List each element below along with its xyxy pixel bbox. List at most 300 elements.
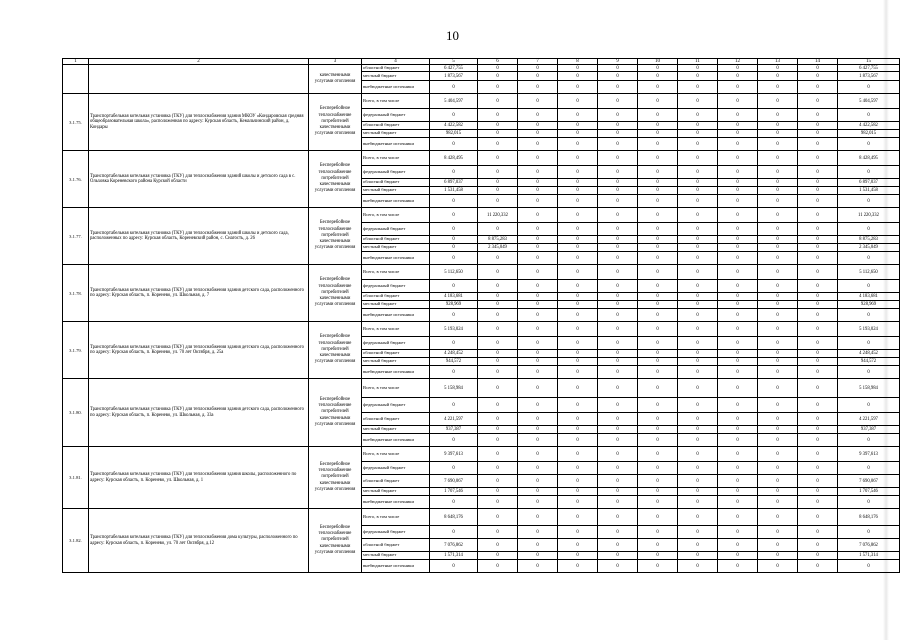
expected-result: Бесперебойное теплоснабжение потребителей качественными услугами отопления <box>309 151 362 208</box>
amount-cell: 0 <box>518 109 558 122</box>
amount-cell: 0 <box>798 65 838 72</box>
amount-cell: 0 <box>798 496 838 509</box>
amount-cell: 0 <box>678 109 718 122</box>
amount-cell: 937,387 <box>838 426 900 434</box>
table-row <box>63 208 900 223</box>
amount-cell: 0 <box>430 462 478 475</box>
amount-cell: 0 <box>558 122 598 130</box>
amount-cell: 0 <box>638 560 678 573</box>
amount-cell: 0 <box>758 72 798 81</box>
amount-cell: 0 <box>558 166 598 179</box>
amount-cell: 5 193,024 <box>430 322 478 337</box>
amount-cell: 0 <box>430 398 478 413</box>
amount-cell: 0 <box>598 122 638 130</box>
amount-cell: 0 <box>430 366 478 379</box>
amount-cell: 0 <box>718 122 758 130</box>
funding-source: федеральный бюджет <box>362 109 430 122</box>
funding-source: Всего, в том числе <box>362 447 430 462</box>
funding-source: федеральный бюджет <box>362 223 430 236</box>
amount-cell: 0 <box>718 130 758 138</box>
amount-cell: 0 <box>598 208 638 223</box>
amount-cell: 0 <box>430 109 478 122</box>
amount-cell: 0 <box>638 539 678 552</box>
amount-cell: 0 <box>718 179 758 187</box>
amount-cell: 0 <box>798 293 838 301</box>
row-number: 3.1.75. <box>63 94 89 151</box>
amount-cell: 0 <box>758 151 798 166</box>
amount-cell: 0 <box>638 265 678 280</box>
amount-cell: 0 <box>558 379 598 398</box>
object-description: Транспортабельная котельная установка (ТКУ) для теплоснабжения зданий школы и детского сада, расположенных по адресу: Курская область, Кореневский район, с. Снагость, д. 26 <box>89 208 309 265</box>
amount-cell: 0 <box>598 434 638 447</box>
amount-cell: 0 <box>718 496 758 509</box>
amount-cell: 0 <box>518 426 558 434</box>
amount-cell: 0 <box>558 434 598 447</box>
amount-cell: 1 873,567 <box>838 72 900 81</box>
amount-cell: 0 <box>758 509 798 526</box>
table-row <box>63 322 900 337</box>
amount-cell: 0 <box>598 94 638 109</box>
amount-cell: 0 <box>718 379 758 398</box>
amount-cell: 0 <box>838 138 900 151</box>
amount-cell: 982,015 <box>838 130 900 138</box>
amount-cell: 0 <box>558 151 598 166</box>
amount-cell: 0 <box>478 195 518 208</box>
amount-cell: 0 <box>718 413 758 426</box>
amount-cell: 0 <box>638 236 678 244</box>
funding-source: местный бюджет <box>362 358 430 366</box>
amount-cell: 0 <box>558 322 598 337</box>
amount-cell: 0 <box>598 462 638 475</box>
amount-cell: 0 <box>598 166 638 179</box>
amount-cell: 0 <box>678 447 718 462</box>
amount-cell: 0 <box>798 122 838 130</box>
amount-cell: 0 <box>758 187 798 195</box>
amount-cell: 0 <box>638 475 678 488</box>
amount-cell: 0 <box>558 398 598 413</box>
amount-cell: 0 <box>798 236 838 244</box>
amount-cell: 0 <box>798 322 838 337</box>
amount-cell: 0 <box>838 81 900 94</box>
amount-cell: 0 <box>758 265 798 280</box>
amount-cell: 0 <box>678 434 718 447</box>
amount-cell: 0 <box>758 293 798 301</box>
amount-cell: 0 <box>678 130 718 138</box>
amount-cell: 0 <box>798 509 838 526</box>
amount-cell: 0 <box>478 72 518 81</box>
amount-cell: 0 <box>798 280 838 293</box>
funding-source: Всего, в том числе <box>362 379 430 398</box>
amount-cell: 0 <box>798 81 838 94</box>
amount-cell: 0 <box>718 195 758 208</box>
amount-cell: 0 <box>478 301 518 309</box>
table-row <box>63 65 900 72</box>
amount-cell: 0 <box>758 434 798 447</box>
column-number: 1 <box>63 59 89 65</box>
amount-cell: 0 <box>478 280 518 293</box>
expected-result: Бесперебойное теплоснабжение потребителей качественными услугами отопления <box>309 322 362 379</box>
amount-cell: 0 <box>638 350 678 358</box>
amount-cell: 0 <box>478 293 518 301</box>
amount-cell: 0 <box>430 496 478 509</box>
amount-cell: 0 <box>718 236 758 244</box>
amount-cell: 0 <box>798 539 838 552</box>
amount-cell: 0 <box>598 526 638 539</box>
amount-cell: 0 <box>598 366 638 379</box>
amount-cell: 0 <box>838 280 900 293</box>
amount-cell: 0 <box>638 526 678 539</box>
amount-cell: 0 <box>678 301 718 309</box>
amount-cell: 0 <box>518 166 558 179</box>
object-description: Транспортабельная котельная установка (ТКУ) для теплоснабжения здания детского сада, расположенного по адресу: Курская область, п. Коренево, ул. Школьная, д. 7 <box>89 265 309 322</box>
amount-cell: 0 <box>518 309 558 322</box>
amount-cell: 0 <box>758 496 798 509</box>
amount-cell: 0 <box>798 187 838 195</box>
amount-cell: 0 <box>638 358 678 366</box>
amount-cell: 0 <box>478 322 518 337</box>
amount-cell: 0 <box>678 366 718 379</box>
amount-cell: 0 <box>598 496 638 509</box>
row-number: 3.1.80. <box>63 379 89 447</box>
amount-cell: 0 <box>558 109 598 122</box>
amount-cell: 0 <box>598 509 638 526</box>
amount-cell: 0 <box>598 322 638 337</box>
amount-cell: 0 <box>718 447 758 462</box>
amount-cell: 0 <box>478 252 518 265</box>
amount-cell: 0 <box>758 179 798 187</box>
amount-cell: 0 <box>678 475 718 488</box>
amount-cell: 0 <box>758 280 798 293</box>
amount-cell: 0 <box>758 109 798 122</box>
column-number: 10 <box>638 59 678 65</box>
amount-cell: 0 <box>638 322 678 337</box>
amount-cell: 0 <box>758 122 798 130</box>
amount-cell: 11 220,332 <box>838 208 900 223</box>
amount-cell: 0 <box>798 447 838 462</box>
amount-cell: 0 <box>758 236 798 244</box>
amount-cell: 0 <box>558 496 598 509</box>
amount-cell: 0 <box>430 208 478 223</box>
amount-cell: 0 <box>758 552 798 560</box>
amount-cell: 0 <box>558 526 598 539</box>
expected-result: Бесперебойное теплоснабжение потребителей качественными услугами отопления <box>309 265 362 322</box>
amount-cell: 0 <box>718 526 758 539</box>
amount-cell: 0 <box>838 109 900 122</box>
amount-cell: 0 <box>598 151 638 166</box>
amount-cell: 928,969 <box>838 301 900 309</box>
amount-cell: 0 <box>718 366 758 379</box>
amount-cell: 0 <box>558 488 598 496</box>
amount-cell: 0 <box>718 252 758 265</box>
amount-cell: 0 <box>638 301 678 309</box>
amount-cell: 0 <box>478 223 518 236</box>
column-number: 2 <box>89 59 309 65</box>
funding-source: Всего, в том числе <box>362 509 430 526</box>
amount-cell: 5 158,984 <box>430 379 478 398</box>
amount-cell: 5 404,597 <box>430 94 478 109</box>
program-table <box>62 58 900 573</box>
amount-cell: 7 076,862 <box>430 539 478 552</box>
amount-cell: 0 <box>518 252 558 265</box>
amount-cell: 0 <box>758 81 798 94</box>
amount-cell: 0 <box>558 252 598 265</box>
expected-result: Бесперебойное теплоснабжение потребителей качественными услугами отопления <box>309 447 362 509</box>
amount-cell: 8 428,495 <box>430 151 478 166</box>
amount-cell: 0 <box>718 434 758 447</box>
amount-cell: 0 <box>838 195 900 208</box>
amount-cell: 0 <box>478 265 518 280</box>
amount-cell: 0 <box>598 280 638 293</box>
amount-cell: 0 <box>678 496 718 509</box>
amount-cell: 0 <box>518 526 558 539</box>
amount-cell: 0 <box>558 179 598 187</box>
column-number: 6 <box>478 59 518 65</box>
amount-cell: 0 <box>678 293 718 301</box>
amount-cell: 0 <box>558 280 598 293</box>
amount-cell: 0 <box>518 265 558 280</box>
amount-cell: 0 <box>598 552 638 560</box>
amount-cell: 1 571,314 <box>430 552 478 560</box>
amount-cell: 0 <box>638 337 678 350</box>
amount-cell: 0 <box>678 223 718 236</box>
amount-cell: 0 <box>478 413 518 426</box>
amount-cell: 0 <box>798 560 838 573</box>
funding-source: местный бюджет <box>362 301 430 309</box>
amount-cell: 0 <box>598 236 638 244</box>
amount-cell: 0 <box>638 552 678 560</box>
amount-cell: 0 <box>678 379 718 398</box>
funding-source: областной бюджет <box>362 122 430 130</box>
amount-cell: 0 <box>558 130 598 138</box>
amount-cell: 0 <box>558 509 598 526</box>
amount-cell: 0 <box>518 72 558 81</box>
amount-cell: 0 <box>478 447 518 462</box>
amount-cell: 0 <box>478 434 518 447</box>
amount-cell: 0 <box>518 94 558 109</box>
funding-source: Всего, в том числе <box>362 322 430 337</box>
amount-cell: 0 <box>518 195 558 208</box>
funding-source: внебюджетные источники <box>362 309 430 322</box>
funding-source: Всего, в том числе <box>362 265 430 280</box>
amount-cell: 0 <box>478 379 518 398</box>
amount-cell: 0 <box>718 265 758 280</box>
table-row <box>63 151 900 166</box>
funding-source: внебюджетные источники <box>362 138 430 151</box>
object-empty <box>89 65 309 94</box>
amount-cell: 0 <box>678 252 718 265</box>
amount-cell: 0 <box>558 301 598 309</box>
funding-source: федеральный бюджет <box>362 166 430 179</box>
amount-cell: 0 <box>478 122 518 130</box>
amount-cell: 0 <box>430 434 478 447</box>
expected-result: Бесперебойное теплоснабжение потребителей качественными услугами отопления <box>309 94 362 151</box>
amount-cell: 0 <box>718 187 758 195</box>
amount-cell: 0 <box>798 244 838 252</box>
amount-cell: 0 <box>798 337 838 350</box>
amount-cell: 0 <box>798 379 838 398</box>
amount-cell: 1 873,567 <box>430 72 478 81</box>
amount-cell: 0 <box>678 462 718 475</box>
amount-cell: 0 <box>758 94 798 109</box>
expected-result: Бесперебойное теплоснабжение потребителей качественными услугами отопления <box>309 208 362 265</box>
amount-cell: 0 <box>518 280 558 293</box>
amount-cell: 0 <box>838 366 900 379</box>
amount-cell: 8 428,495 <box>838 151 900 166</box>
amount-cell: 0 <box>798 358 838 366</box>
amount-cell: 0 <box>798 252 838 265</box>
amount-cell: 0 <box>638 122 678 130</box>
amount-cell: 0 <box>798 179 838 187</box>
amount-cell: 0 <box>478 398 518 413</box>
amount-cell: 6 897,037 <box>430 179 478 187</box>
amount-cell: 0 <box>598 293 638 301</box>
amount-cell: 0 <box>518 301 558 309</box>
amount-cell: 0 <box>478 151 518 166</box>
amount-cell: 0 <box>678 187 718 195</box>
amount-cell: 0 <box>518 560 558 573</box>
amount-cell: 0 <box>678 236 718 244</box>
amount-cell: 0 <box>638 447 678 462</box>
amount-cell: 0 <box>430 236 478 244</box>
amount-cell: 0 <box>518 337 558 350</box>
table-row <box>63 447 900 462</box>
amount-cell: 0 <box>598 244 638 252</box>
amount-cell: 0 <box>558 94 598 109</box>
amount-cell: 0 <box>798 475 838 488</box>
funding-source: внебюджетные источники <box>362 434 430 447</box>
amount-cell: 0 <box>598 223 638 236</box>
amount-cell: 0 <box>758 166 798 179</box>
amount-cell: 0 <box>798 151 838 166</box>
column-number: 13 <box>758 59 798 65</box>
amount-cell: 0 <box>518 366 558 379</box>
amount-cell: 0 <box>478 309 518 322</box>
amount-cell: 0 <box>838 252 900 265</box>
amount-cell: 0 <box>678 244 718 252</box>
funding-source: местный бюджет <box>362 130 430 138</box>
amount-cell: 0 <box>718 293 758 301</box>
amount-cell: 0 <box>598 65 638 72</box>
amount-cell: 0 <box>758 366 798 379</box>
amount-cell: 7 690,067 <box>430 475 478 488</box>
amount-cell: 0 <box>518 130 558 138</box>
funding-source: областной бюджет <box>362 65 430 72</box>
amount-cell: 0 <box>518 509 558 526</box>
funding-source: федеральный бюджет <box>362 462 430 475</box>
amount-cell: 0 <box>518 293 558 301</box>
funding-source: внебюджетные источники <box>362 252 430 265</box>
amount-cell: 0 <box>638 252 678 265</box>
amount-cell: 0 <box>718 509 758 526</box>
amount-cell: 0 <box>638 94 678 109</box>
amount-cell: 0 <box>838 462 900 475</box>
expected-result: качественными услугами отопления <box>309 65 362 94</box>
amount-cell: 0 <box>638 138 678 151</box>
amount-cell: 944,572 <box>430 358 478 366</box>
amount-cell: 0 <box>798 109 838 122</box>
amount-cell: 0 <box>598 72 638 81</box>
amount-cell: 0 <box>838 434 900 447</box>
amount-cell: 0 <box>518 179 558 187</box>
amount-cell: 0 <box>758 488 798 496</box>
amount-cell: 0 <box>638 195 678 208</box>
amount-cell: 0 <box>598 195 638 208</box>
amount-cell: 0 <box>478 526 518 539</box>
amount-cell: 0 <box>518 223 558 236</box>
amount-cell: 0 <box>718 138 758 151</box>
amount-cell: 0 <box>598 488 638 496</box>
amount-cell: 0 <box>758 560 798 573</box>
amount-cell: 0 <box>638 208 678 223</box>
amount-cell: 0 <box>518 208 558 223</box>
amount-cell: 0 <box>718 539 758 552</box>
funding-source: местный бюджет <box>362 72 430 81</box>
amount-cell: 0 <box>638 496 678 509</box>
amount-cell: 0 <box>598 109 638 122</box>
row-number: 3.1.78. <box>63 265 89 322</box>
row-number: 3.1.81. <box>63 447 89 509</box>
amount-cell: 0 <box>678 309 718 322</box>
amount-cell: 0 <box>798 208 838 223</box>
amount-cell: 0 <box>678 81 718 94</box>
amount-cell: 0 <box>678 413 718 426</box>
amount-cell: 0 <box>758 475 798 488</box>
amount-cell: 0 <box>430 280 478 293</box>
amount-cell: 0 <box>678 151 718 166</box>
amount-cell: 0 <box>838 309 900 322</box>
amount-cell: 0 <box>598 447 638 462</box>
amount-cell: 0 <box>558 350 598 358</box>
amount-cell: 0 <box>718 337 758 350</box>
amount-cell: 0 <box>518 350 558 358</box>
amount-cell: 0 <box>678 560 718 573</box>
amount-cell: 0 <box>758 358 798 366</box>
amount-cell: 0 <box>718 94 758 109</box>
amount-cell: 0 <box>638 179 678 187</box>
amount-cell: 0 <box>478 509 518 526</box>
amount-cell: 0 <box>798 138 838 151</box>
amount-cell: 0 <box>798 195 838 208</box>
amount-cell: 6 427,755 <box>838 65 900 72</box>
amount-cell: 0 <box>758 462 798 475</box>
amount-cell: 0 <box>758 322 798 337</box>
amount-cell: 0 <box>638 509 678 526</box>
amount-cell: 0 <box>518 447 558 462</box>
column-number: 12 <box>718 59 758 65</box>
table-row <box>63 94 900 109</box>
amount-cell: 0 <box>638 413 678 426</box>
amount-cell: 0 <box>758 309 798 322</box>
amount-cell: 0 <box>798 265 838 280</box>
column-number: 5 <box>430 59 478 65</box>
amount-cell: 928,969 <box>430 301 478 309</box>
amount-cell: 0 <box>430 337 478 350</box>
amount-cell: 0 <box>638 398 678 413</box>
amount-cell: 0 <box>598 539 638 552</box>
amount-cell: 0 <box>838 560 900 573</box>
row-number: 3.1.82. <box>63 509 89 573</box>
funding-source: областной бюджет <box>362 475 430 488</box>
amount-cell: 0 <box>638 187 678 195</box>
amount-cell: 0 <box>678 398 718 413</box>
amount-cell: 0 <box>718 109 758 122</box>
amount-cell: 0 <box>478 560 518 573</box>
amount-cell: 0 <box>478 187 518 195</box>
amount-cell: 0 <box>718 223 758 236</box>
amount-cell: 0 <box>678 166 718 179</box>
amount-cell: 0 <box>518 398 558 413</box>
amount-cell: 0 <box>798 130 838 138</box>
